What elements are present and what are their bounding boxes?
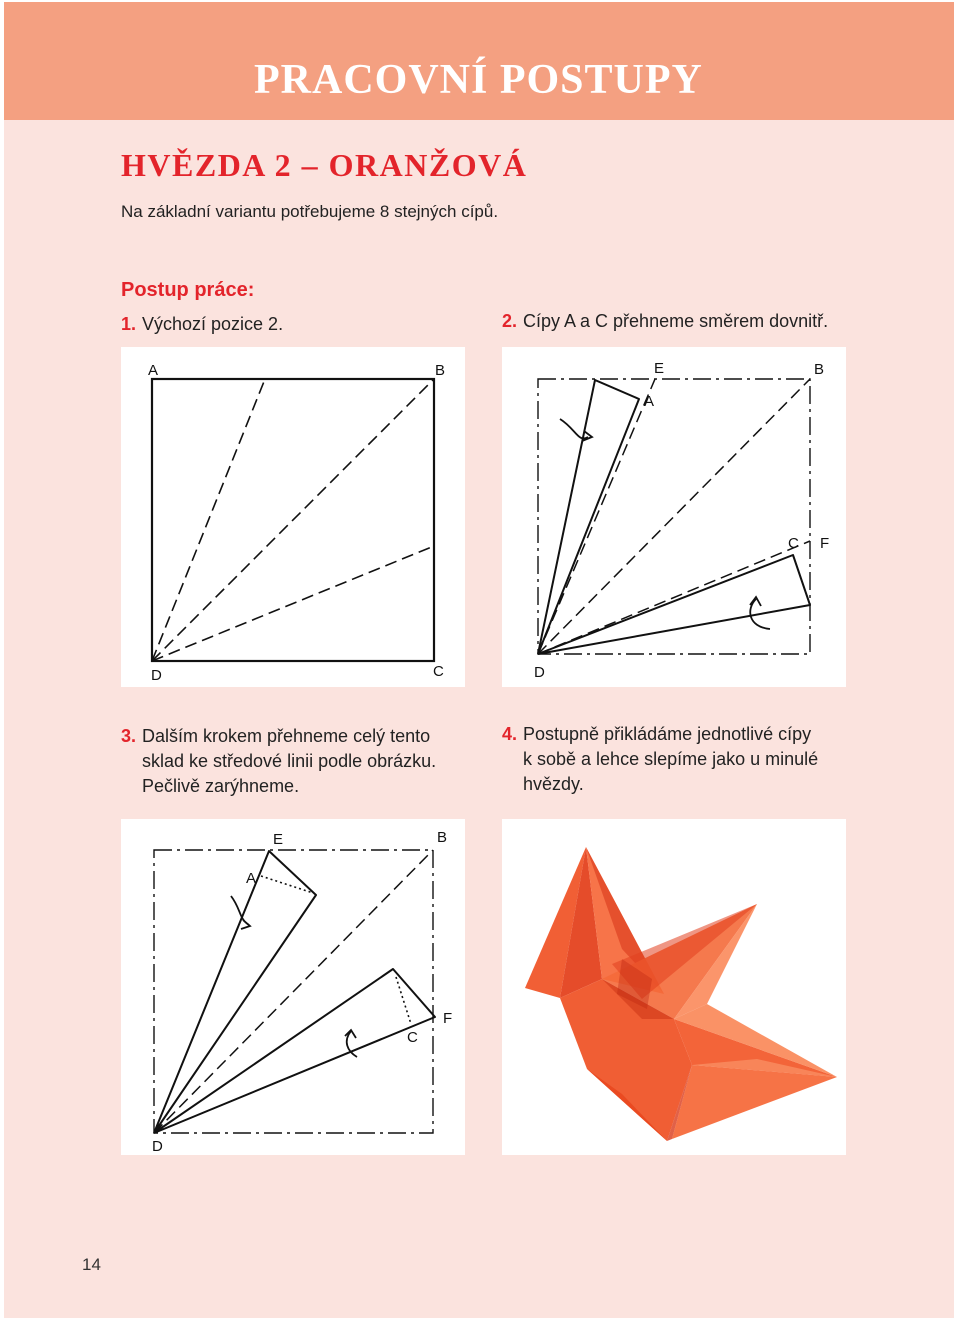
label-d: D <box>151 667 162 684</box>
step-text: Cípy A a C přehneme směrem dovnitř. <box>523 311 829 331</box>
page <box>4 2 954 1318</box>
label-d: D <box>152 1138 163 1155</box>
step-text-line: Postupně přikládáme jednotlivé cípy <box>523 724 812 744</box>
folded-flap-a <box>154 851 316 1133</box>
page-number: 14 <box>82 1255 101 1274</box>
diagram-2-svg <box>502 347 846 687</box>
header-title: PRACOVNÍ POSTUPY <box>254 57 703 103</box>
step-2 <box>502 309 828 334</box>
label-a: A <box>246 870 257 887</box>
step-number: 3. <box>121 726 137 746</box>
crease-lines <box>152 379 434 661</box>
diagram-step-1 <box>121 347 465 687</box>
star-photo <box>502 819 846 1155</box>
step-text: Výchozí pozice 2. <box>142 314 284 334</box>
step-4 <box>502 722 818 797</box>
diagram-step-2 <box>502 347 846 687</box>
label-e: E <box>273 831 284 848</box>
diagram-step-3 <box>121 819 465 1155</box>
crease-dotted-c <box>396 977 411 1024</box>
label-e: E <box>654 360 665 377</box>
step-1 <box>121 312 283 337</box>
procedure-label: Postup práce: <box>121 279 255 301</box>
label-f: F <box>820 535 830 552</box>
diagram-1-svg <box>121 347 465 687</box>
step-3 <box>121 724 436 799</box>
step-text-line: k sobě a lehce slepíme jako u minulé <box>523 749 819 769</box>
crease-lines <box>154 850 433 1133</box>
step-text-line: Pečlivě zarýhneme. <box>142 776 300 796</box>
label-d: D <box>534 664 545 681</box>
label-f: F <box>443 1010 453 1027</box>
step-number: 2. <box>502 311 518 331</box>
step-text-line: Dalším krokem přehneme celý tento <box>142 726 431 746</box>
folded-flap-c <box>154 969 435 1133</box>
step-text-line: hvězdy. <box>523 774 584 794</box>
section-title: HVĚZDA 2 – ORANŽOVÁ <box>121 147 528 183</box>
label-b: B <box>437 829 448 846</box>
label-a: A <box>644 393 655 410</box>
intro-text: Na základní variantu potřebujeme 8 stejných cípů. <box>121 202 499 221</box>
label-b: B <box>435 362 446 379</box>
label-c: C <box>407 1029 418 1046</box>
folded-flap-c <box>538 555 810 654</box>
step-number: 1. <box>121 314 137 334</box>
label-c: C <box>788 535 799 552</box>
page-header <box>4 2 954 120</box>
label-a: A <box>148 362 159 379</box>
origami-star-illustration <box>502 819 846 1155</box>
diagram-3-svg <box>121 819 465 1155</box>
label-b: B <box>814 361 825 378</box>
step-number: 4. <box>502 724 518 744</box>
step-text-line: sklad ke středové linii podle obrázku. <box>142 751 437 771</box>
label-c: C <box>433 663 444 680</box>
folded-flap-a <box>538 380 639 654</box>
